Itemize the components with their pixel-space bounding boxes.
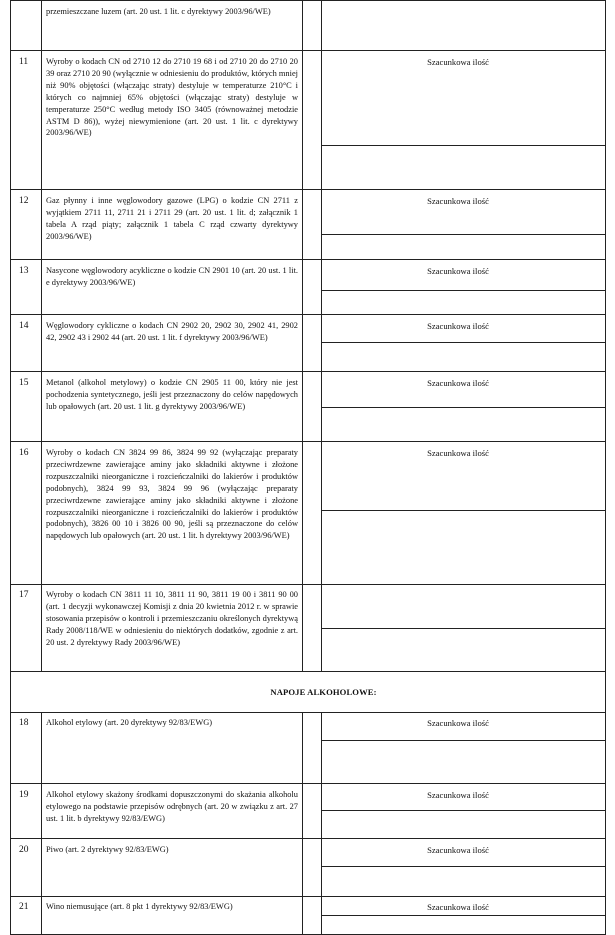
row-description: Metanol (alkohol metylowy) o kodzie CN 2905 11 00, który nie jest pochodzenia syntetycznego, jeśli jest przeznaczony do celów napędowych lub opałowych (art. 20 ust. 1 lit. g dyrektywy 2003/96/WE) bbox=[46, 378, 298, 411]
row-separator bbox=[10, 441, 606, 442]
row-description: przemieszczane luzem (art. 20 ust. 1 lit. c dyrektywy 2003/96/WE) bbox=[46, 7, 271, 16]
row-description: Piwo (art. 2 dyrektywy 92/83/EWG) bbox=[46, 845, 169, 854]
quantity-subrow-separator bbox=[321, 866, 606, 867]
row-number: 16 bbox=[19, 448, 29, 458]
row-number: 20 bbox=[19, 845, 29, 855]
row-description: Gaz płynny i inne węglowodory gazowe (LPG) o kodzie CN 2711 z wyjątkiem 2711 11, 2711 21 i 2711 29 (art. 20 ust. 1 lit. d; załącznik 1 tabela A rząd piąty; załącznik 1 tabela C rząd czwarty dyrektywy 2003/96/WE) bbox=[46, 196, 298, 241]
column-divider bbox=[302, 0, 303, 671]
estimated-quantity-label: Szacunkowa ilość bbox=[427, 321, 489, 331]
row-description: Alkohol etylowy (art. 20 dyrektywy 92/83/EWG) bbox=[46, 718, 213, 727]
estimated-quantity-label: Szacunkowa ilość bbox=[427, 790, 489, 800]
quantity-subrow-separator bbox=[321, 628, 606, 629]
quantity-subrow-separator bbox=[321, 915, 606, 916]
estimated-quantity-label: Szacunkowa ilość bbox=[427, 266, 489, 276]
quantity-subrow-separator bbox=[321, 810, 606, 811]
table-border-right bbox=[605, 0, 606, 935]
row-number: 12 bbox=[19, 196, 29, 206]
table-border-left bbox=[10, 0, 11, 935]
row-separator bbox=[10, 189, 606, 190]
quantity-subrow-separator bbox=[321, 342, 606, 343]
row-separator bbox=[10, 50, 606, 51]
row-separator bbox=[10, 838, 606, 839]
quantity-subrow-separator bbox=[321, 510, 606, 511]
estimated-quantity-label: Szacunkowa ilość bbox=[427, 57, 489, 67]
section-title: NAPOJE ALKOHOLOWE: bbox=[270, 687, 377, 697]
quantity-subrow-separator bbox=[321, 407, 606, 408]
row-separator bbox=[10, 783, 606, 784]
row-separator bbox=[10, 712, 606, 713]
row-separator bbox=[10, 314, 606, 315]
row-number: 11 bbox=[19, 57, 29, 67]
row-description: Wyroby o kodach CN 3824 99 86, 3824 99 92 (wyłączając preparaty przeciwrdzewne zawierające aminy jako składniki aktywne i złożone rozpuszczalniki nieorganiczne i rozcieńczalniki do lakierów i produktów podobnych), 3824 99 93, 3824 99 96 (wyłączając preparaty przeciwrdzewne zawierające aminy jako składniki aktywne i złożone rozpuszczalniki nieorganiczne i rozcieńczalniki do lakierów i produktów podobnych), 3826 00 10 i 3826 00 90, jeśli są przeznaczone do celów napędowych lub opałowych (art. 20 ust. 1 lit. h dyrektywy 2003/96/WE) bbox=[46, 448, 298, 541]
row-number: 17 bbox=[19, 590, 29, 600]
quantity-subrow-separator bbox=[321, 290, 606, 291]
column-divider bbox=[41, 712, 42, 935]
row-separator bbox=[10, 584, 606, 585]
estimated-quantity-label: Szacunkowa ilość bbox=[427, 448, 489, 458]
row-separator bbox=[10, 896, 606, 897]
estimated-quantity-label: Szacunkowa ilość bbox=[427, 378, 489, 388]
row-number: 15 bbox=[19, 378, 29, 388]
estimated-quantity-label: Szacunkowa ilość bbox=[427, 718, 489, 728]
quantity-subrow-separator bbox=[321, 234, 606, 235]
row-number: 19 bbox=[19, 790, 29, 800]
column-divider bbox=[41, 0, 42, 671]
row-separator bbox=[10, 371, 606, 372]
row-number: 14 bbox=[19, 321, 29, 331]
row-description: Nasycone węglowodory acykliczne o kodzie CN 2901 10 (art. 20 ust. 1 lit. e dyrektywy 2003/96/WE) bbox=[46, 266, 298, 287]
row-description: Wino niemusujące (art. 8 pkt 1 dyrektywy 92/83/EWG) bbox=[46, 902, 233, 911]
quantity-subrow-separator bbox=[321, 145, 606, 146]
estimated-quantity-label: Szacunkowa ilość bbox=[427, 196, 489, 206]
row-number: 21 bbox=[19, 902, 29, 912]
row-description: Wyroby o kodach CN od 2710 12 do 2710 19 68 i od 2710 20 do 2710 20 39 oraz 2710 20 90 (wyłącznie w odniesieniu do produktów, których mniej niż 90% objętości (włączając straty) destyluje w temperaturze 210°C i których co najmniej 65% objętości (włączając straty) destyluje w temperaturze 250°C według metody ISO 3405 (równoważnej metodzie ASTM D 86)), wyżej niewymienione (art. 20 ust. 1 lit. c dyrektywy 2003/96/WE) bbox=[46, 57, 298, 138]
row-number: 13 bbox=[19, 266, 29, 276]
estimated-quantity-label: Szacunkowa ilość bbox=[427, 845, 489, 855]
row-description: Węglowodory cykliczne o kodach CN 2902 20, 2902 30, 2902 41, 2902 42, 2902 43 i 2902 44 (art. 20 ust. 1 lit. f dyrektywy 2003/96/WE) bbox=[46, 321, 298, 342]
column-divider bbox=[302, 712, 303, 935]
row-separator bbox=[10, 0, 606, 1]
quantity-subrow-separator bbox=[321, 740, 606, 741]
row-separator bbox=[10, 671, 606, 672]
row-description: Wyroby o kodach CN 3811 11 10, 3811 11 90, 3811 19 00 i 3811 90 00 (art. 1 decyzji wykonawczej Komisji z dnia 20 kwietnia 2012 r. w sprawie stosowania przepisów o kontroli i przemieszczaniu określonych dyrektywą Rady 2008/118/WE w odniesieniu do niektórych dodatków, zgodnie z art. 20 ust. 2 dyrektywy Rady 2003/96/WE) bbox=[46, 590, 298, 647]
row-number: 18 bbox=[19, 718, 29, 728]
column-divider bbox=[321, 0, 322, 671]
estimated-quantity-label: Szacunkowa ilość bbox=[427, 902, 489, 912]
row-description: Alkohol etylowy skażony środkami dopuszczonymi do skażania alkoholu etylowego na podstawie przepisów odrębnych (art. 20 w związku z art. 27 ust. 1 lit. b dyrektywy 92/83/EWG) bbox=[46, 790, 298, 823]
row-separator bbox=[10, 259, 606, 260]
